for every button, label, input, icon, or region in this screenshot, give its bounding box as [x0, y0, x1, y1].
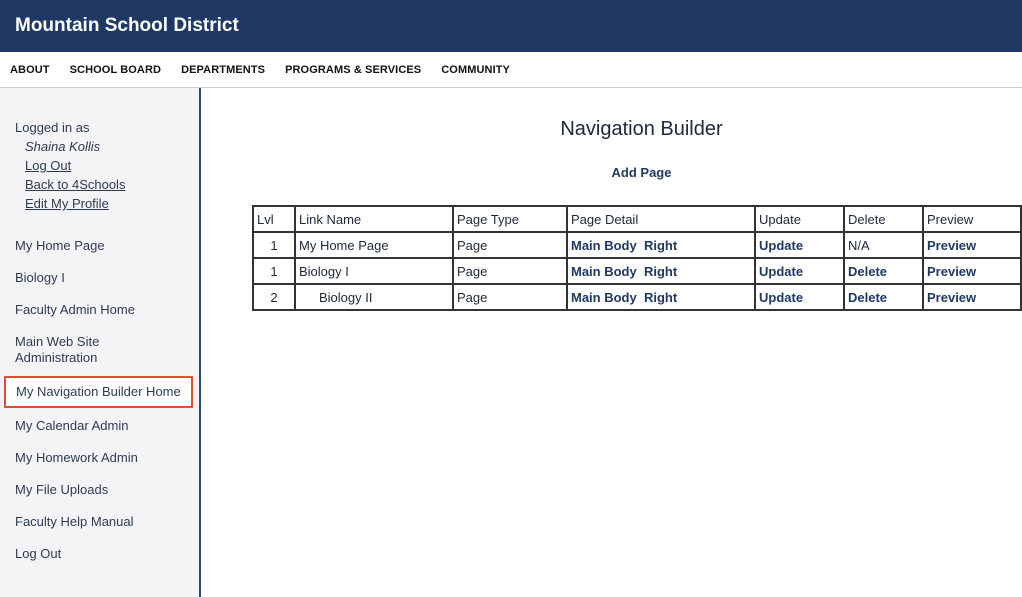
site-header	[0, 0, 1022, 52]
table-row	[253, 284, 1021, 310]
cell-lvl: 2	[253, 284, 295, 310]
sidebar-item-biology-i[interactable]: Biology I	[15, 270, 65, 285]
cell-lvl: 1	[253, 258, 295, 284]
sidebar-item-file-uploads[interactable]: My File Uploads	[15, 482, 109, 497]
cell-page-detail	[567, 232, 755, 258]
sidebar-item-faculty-admin-home[interactable]: Faculty Admin Home	[15, 302, 135, 317]
user-name: Shaina Kollis	[25, 139, 101, 154]
update-link[interactable]: Update	[759, 237, 804, 253]
preview-link[interactable]: Preview	[927, 289, 977, 305]
cell-delete	[844, 284, 923, 310]
right-link[interactable]: Right	[643, 237, 678, 253]
edit-profile-link[interactable]: Edit My Profile	[25, 196, 109, 211]
delete-link[interactable]: Delete	[848, 263, 888, 279]
cell-link-name	[295, 284, 453, 310]
cell-page-type: Page	[453, 284, 567, 310]
sidebar-item-log-out[interactable]: Log Out	[15, 546, 62, 561]
child-link-name: Biology II	[319, 289, 373, 305]
nav-school-board[interactable]: SCHOOL BOARD	[69, 63, 162, 76]
cell-page-detail	[567, 284, 755, 310]
right-link[interactable]: Right	[643, 263, 678, 279]
update-link[interactable]: Update	[759, 263, 804, 279]
col-header-page-type: Page Type	[453, 206, 567, 232]
preview-link[interactable]: Preview	[927, 237, 977, 253]
main-body-link[interactable]: Main Body	[571, 263, 637, 279]
sidebar-item-main-web-site-admin[interactable]: Main Web Site Administration	[15, 334, 100, 365]
nav-about[interactable]: ABOUT	[10, 63, 50, 76]
sidebar-item-faculty-help-manual[interactable]: Faculty Help Manual	[15, 514, 134, 529]
delete-link[interactable]: Delete	[848, 289, 888, 305]
sidebar-item-navigation-builder-home[interactable]: My Navigation Builder Home	[4, 376, 193, 408]
logged-in-label: Logged in as	[15, 120, 90, 135]
main-body-link[interactable]: Main Body	[571, 289, 637, 305]
page-title: Navigation Builder	[560, 118, 723, 140]
sidebar-item-homework-admin[interactable]: My Homework Admin	[15, 450, 138, 465]
col-header-preview: Preview	[923, 206, 1021, 232]
add-page-link[interactable]: Add Page	[611, 165, 672, 180]
table-header-row	[253, 206, 1021, 232]
cell-delete: N/A	[844, 232, 923, 258]
table-row	[253, 232, 1021, 258]
nav-community[interactable]: COMMUNITY	[441, 63, 510, 76]
main-content	[201, 88, 1022, 597]
site-title[interactable]: Mountain School District	[15, 15, 239, 36]
update-link[interactable]: Update	[759, 289, 804, 305]
cell-lvl: 1	[253, 232, 295, 258]
col-header-page-detail: Page Detail	[567, 206, 755, 232]
sidebar	[0, 88, 201, 597]
cell-page-detail	[567, 258, 755, 284]
cell-update	[755, 284, 844, 310]
log-out-link[interactable]: Log Out	[25, 158, 72, 173]
cell-link-name: My Home Page	[295, 232, 453, 258]
cell-preview	[923, 258, 1021, 284]
main-nav	[0, 52, 1022, 88]
sidebar-item-my-home-page[interactable]: My Home Page	[15, 238, 105, 253]
preview-link[interactable]: Preview	[927, 263, 977, 279]
cell-update	[755, 258, 844, 284]
navigation-table	[252, 205, 1022, 311]
cell-page-type: Page	[453, 232, 567, 258]
cell-delete	[844, 258, 923, 284]
col-header-link-name: Link Name	[295, 206, 453, 232]
main-body-link[interactable]: Main Body	[571, 237, 637, 253]
col-header-lvl: Lvl	[253, 206, 295, 232]
cell-link-name: Biology I	[295, 258, 453, 284]
col-header-update: Update	[755, 206, 844, 232]
nav-departments[interactable]: DEPARTMENTS	[181, 63, 266, 76]
nav-programs-services[interactable]: PROGRAMS & SERVICES	[285, 63, 422, 76]
cell-update	[755, 232, 844, 258]
cell-preview	[923, 232, 1021, 258]
cell-preview	[923, 284, 1021, 310]
cell-page-type: Page	[453, 258, 567, 284]
table-row	[253, 258, 1021, 284]
col-header-delete: Delete	[844, 206, 923, 232]
back-to-4schools-link[interactable]: Back to 4Schools	[25, 177, 126, 192]
sidebar-item-calendar-admin[interactable]: My Calendar Admin	[15, 418, 129, 433]
login-info	[0, 118, 199, 213]
right-link[interactable]: Right	[643, 289, 678, 305]
